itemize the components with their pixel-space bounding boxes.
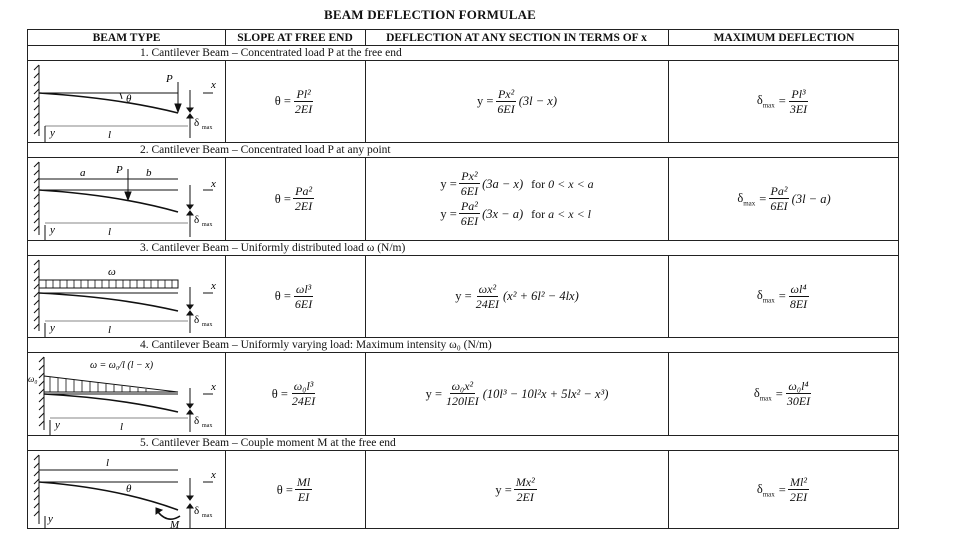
max-lhs: = <box>775 386 783 401</box>
case-caption: 4. Cantilever Beam – Uniformly varying load: Maximum intensity ω₀ (N/m) <box>140 339 492 351</box>
max-tail: (3l − a) <box>791 191 831 206</box>
slope-formula <box>226 61 365 142</box>
deflection-den: 2EI <box>516 490 534 504</box>
deflection-den: 24EI <box>475 296 500 311</box>
max-deflection-formula: $\delta_{max}$ = $\frac{\text{ωl⁴}}{8EI}$ <box>756 281 808 311</box>
formula-table <box>27 29 899 529</box>
max-lhs: = <box>778 289 786 303</box>
deflection-num: Mx² <box>515 475 535 489</box>
delta-sub-label: max <box>202 423 213 429</box>
max-lhs: = <box>759 191 767 206</box>
slope-num: ωl³ <box>295 281 312 296</box>
delta-label: δ <box>194 214 200 226</box>
deflection-formula <box>366 353 668 435</box>
load-label: P <box>166 73 173 85</box>
slope-den: 2EI <box>294 101 313 116</box>
axis-y-label: y <box>55 419 60 431</box>
slope-formula <box>226 158 365 240</box>
max-den: 30EI <box>786 394 811 408</box>
rule <box>225 30 226 45</box>
deflection-lhs: y = <box>476 94 494 108</box>
deflection-line <box>440 200 591 228</box>
axis-x-label: x <box>211 280 216 292</box>
max-lhs: = <box>778 482 786 497</box>
deflection-formula <box>366 61 668 142</box>
load-label: ω = ω₀/l (l − x) <box>90 360 154 371</box>
deflection-formula <box>366 256 668 337</box>
axis-y-label: y <box>50 322 55 334</box>
deflection-tail: (3l − x) <box>518 94 558 108</box>
length-label: l <box>108 324 112 336</box>
slope-formula <box>226 353 365 435</box>
beam-diagram <box>28 60 225 142</box>
beam-diagram <box>28 450 225 529</box>
axis-x-label: x <box>211 381 216 393</box>
condition-range: a < x < l <box>548 206 591 221</box>
max-sub: max <box>762 101 775 110</box>
axis-x-label: x <box>211 178 216 190</box>
length-label: l <box>108 129 112 141</box>
delta-sub-label: max <box>202 125 213 131</box>
condition-word: for <box>531 206 546 221</box>
moment-label: M <box>170 519 180 529</box>
delta-label: δ <box>194 505 200 517</box>
case-caption: 1. Cantilever Beam – Concentrated load P at the free end <box>140 47 402 59</box>
beam-diagram <box>28 255 225 337</box>
axis-y-label: y <box>50 224 55 236</box>
deflection-lhs: y = <box>425 386 443 401</box>
w0-label: ω₀ <box>28 374 38 384</box>
load-label: P <box>116 164 123 176</box>
deflection-num: ω₀x² <box>451 379 474 393</box>
theta-label: θ <box>126 483 132 495</box>
slope-lhs: θ = <box>274 289 291 303</box>
deflection-tail: (x² + 6l² − 4lx) <box>503 289 579 303</box>
delta-sub-label: max <box>202 222 213 228</box>
header-deflection: DEFLECTION AT ANY SECTION IN TERMS OF x <box>386 32 647 44</box>
beam-diagram <box>28 352 225 435</box>
deflection-lhs: y = <box>455 289 472 303</box>
max-sub: max <box>762 490 775 499</box>
max-sub: max <box>759 394 772 403</box>
max-sub: max <box>762 296 775 305</box>
slope-lhs: θ = <box>274 191 291 206</box>
deflection-tail: (3x − a) <box>482 206 524 221</box>
deflection-line <box>440 170 593 198</box>
deflection-num: Px² <box>497 86 515 101</box>
load-label: ω <box>108 266 116 278</box>
deflection-lhs: y = <box>440 176 457 191</box>
page-title: BEAM DEFLECTION FORMULAE <box>323 7 537 22</box>
condition-word: for <box>531 176 546 191</box>
deflection-lhs: y = <box>440 206 457 221</box>
max-den: 8EI <box>789 296 808 311</box>
deflection-num: Px² <box>461 169 478 183</box>
rule <box>668 30 669 45</box>
slope-num: Pl² <box>296 86 311 101</box>
slope-den: EI <box>297 490 310 504</box>
delta-sub-label: max <box>202 322 213 328</box>
deflection-den: 6EI <box>460 184 479 198</box>
deflection-den: 6EI <box>497 101 515 116</box>
max-num: Ml² <box>790 475 807 489</box>
slope-lhs: θ = <box>274 94 291 108</box>
delta-label: δ <box>194 117 200 129</box>
delta-label: δ <box>194 415 200 427</box>
slope-num: ω₀l³ <box>293 379 314 393</box>
header-beam-type: BEAM TYPE <box>92 32 161 44</box>
udl-arrows <box>46 280 172 288</box>
deflection-tail: (10l³ − 10l²x + 5lx² − x³) <box>482 386 609 401</box>
header-slope: SLOPE AT FREE END <box>237 32 353 44</box>
theta-label: θ <box>126 93 132 105</box>
rule <box>365 30 366 45</box>
axis-x-label: x <box>211 79 216 91</box>
condition-range: 0 < x < a <box>548 176 594 191</box>
max-den: 3EI <box>789 101 808 116</box>
max-den: 2EI <box>789 490 808 504</box>
slope-num: Pa² <box>295 184 313 198</box>
beam-diagram <box>28 157 225 240</box>
delta-sub-label: max <box>202 513 213 519</box>
max-sub: max <box>743 199 756 208</box>
b-label: b <box>146 167 152 179</box>
slope-den: 6EI <box>294 296 313 311</box>
slope-lhs: θ = <box>271 386 288 401</box>
slope-formula <box>226 256 365 337</box>
max-deflection-formula: $\delta_{max}$ = $\frac{\text{Pl³}}{3EI}$ <box>756 86 808 116</box>
deflection-num: Pa² <box>460 199 478 213</box>
length-label: l <box>106 457 110 469</box>
max-deflection-formula: $\delta_{max}$ = $\frac{\text{Ml²}}{2EI}$ <box>756 475 808 504</box>
deflection-num: ωx² <box>478 281 497 296</box>
deflection-formula <box>366 158 668 240</box>
max-den: 6EI <box>770 199 788 213</box>
slope-den: 24EI <box>291 394 316 408</box>
header-max-deflection: MAXIMUM DEFLECTION <box>713 32 855 44</box>
slope-lhs: θ = <box>276 482 293 497</box>
max-num: ωl⁴ <box>790 281 807 296</box>
max-lhs: = <box>778 94 786 108</box>
max-num: ω₀l⁴ <box>788 379 809 393</box>
max-num: Pl³ <box>791 86 806 101</box>
deflection-tail: (3a − x) <box>482 176 524 191</box>
slope-formula <box>226 451 365 529</box>
axis-y-label: y <box>48 513 53 525</box>
slope-den: 2EI <box>294 199 313 213</box>
axis-y-label: y <box>50 127 55 139</box>
deflection-formula <box>366 451 668 529</box>
deflection-den: 120lEI <box>446 394 479 408</box>
slope-num: Ml <box>296 475 311 489</box>
a-label: a <box>80 167 86 179</box>
case-caption: 5. Cantilever Beam – Couple moment M at the free end <box>140 437 396 449</box>
case-caption: 2. Cantilever Beam – Concentrated load P at any point <box>140 144 391 156</box>
delta-label: δ <box>194 314 200 326</box>
length-label: l <box>108 226 112 238</box>
max-deflection-formula: $\delta_{max}$ = $\frac{\text{ω₀l⁴}}{30EI}$ <box>753 379 811 408</box>
case-caption: 3. Cantilever Beam – Uniformly distributed load ω (N/m) <box>140 242 406 254</box>
max-deflection-formula: $\delta_{max}$ = $\frac{\text{Pa²}}{6EI}$ (3l − a) <box>737 184 831 213</box>
deflection-den: 6EI <box>460 214 479 228</box>
max-num: Pa² <box>770 184 788 198</box>
axis-x-label: x <box>211 469 216 481</box>
length-label: l <box>120 421 124 433</box>
deflection-lhs: y = <box>495 482 512 497</box>
